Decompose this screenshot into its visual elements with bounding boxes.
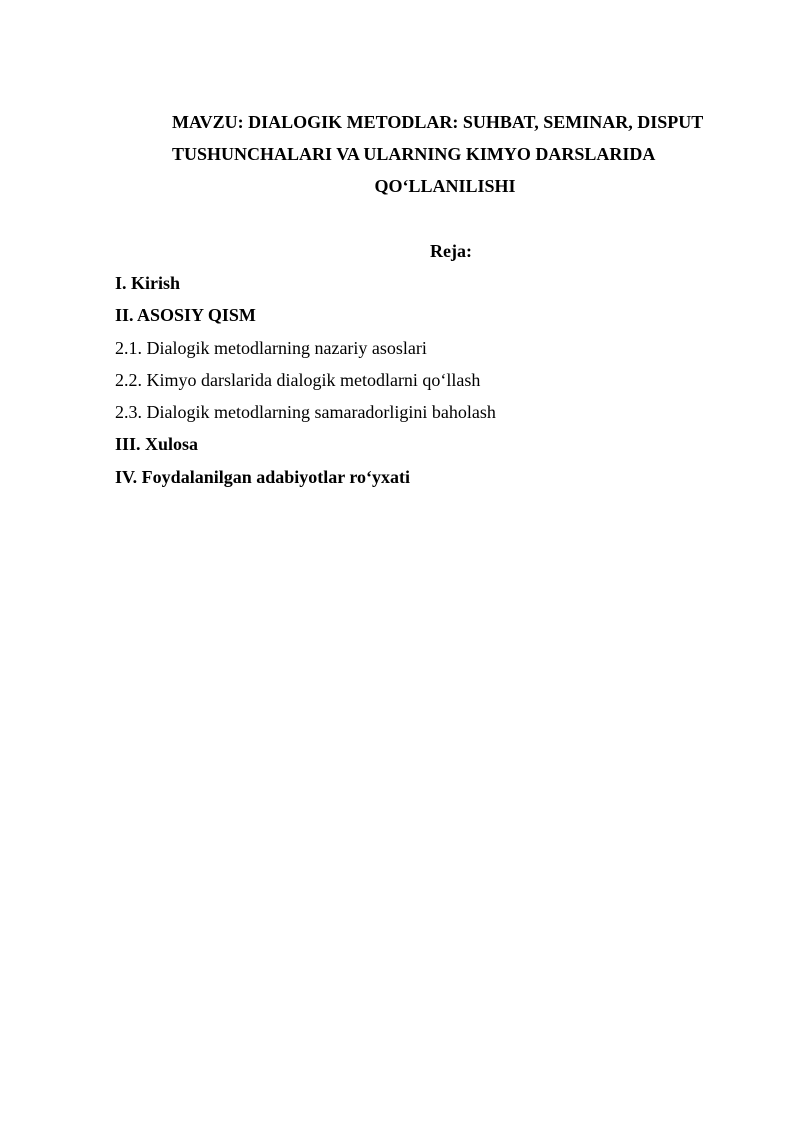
plan-heading: Reja: [430, 241, 472, 261]
plan-item-xulosa: III. Xulosa [115, 434, 199, 455]
plan-list [115, 267, 496, 493]
document-title [115, 106, 745, 202]
title-line: TUSHUNCHALARI VA ULARNING KIMYO DARSLARIDA [172, 144, 656, 164]
plan-item-2-3: 2.3. Dialogik metodlarning samaradorligini baholash [115, 402, 496, 423]
plan-item-2-2: 2.2. Kimyo darslarida dialogik metodlarni qo‘llash [115, 369, 481, 390]
plan-item-2-1: 2.1. Dialogik metodlarning nazariy asoslari [115, 337, 427, 358]
title-line: MAVZU: DIALOGIK METODLAR: SUHBAT, SEMINAR, DISPUT [172, 112, 704, 132]
title-line: QO‘LLANILISHI [374, 176, 516, 196]
plan-item-kirish: I. Kirish [115, 273, 181, 293]
plan-item-adabiyotlar: IV. Foydalanilgan adabiyotlar ro‘yxati [115, 466, 411, 487]
plan-item-asosiy-qism: II. ASOSIY QISM [115, 305, 256, 326]
